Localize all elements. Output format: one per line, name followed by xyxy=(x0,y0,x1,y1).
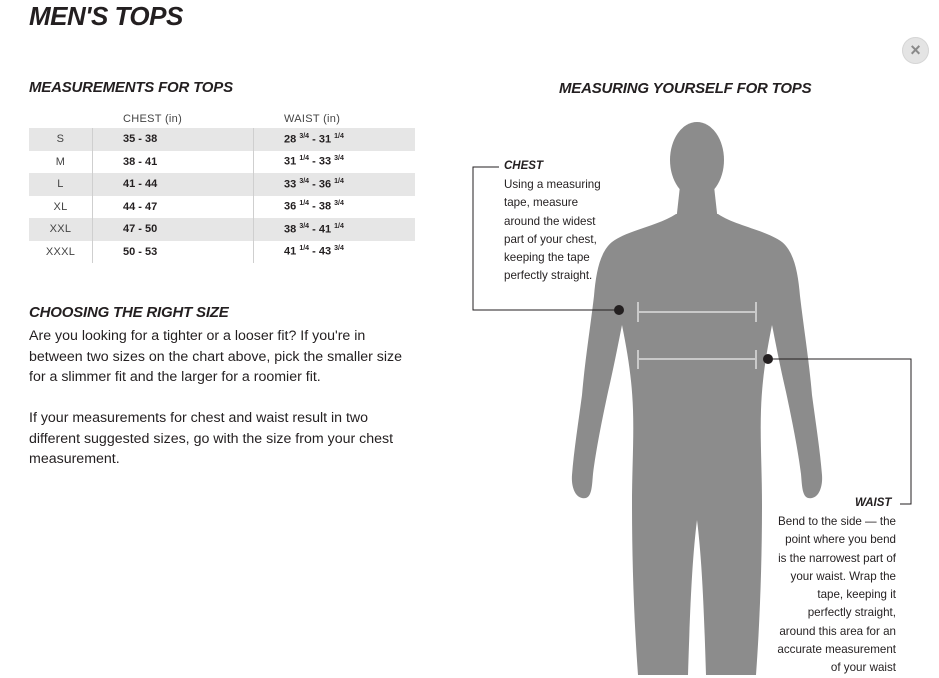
measuring-heading: MEASURING YOURSELF FOR TOPS xyxy=(559,80,812,97)
size-cell: L xyxy=(29,173,93,196)
size-cell: XXL xyxy=(29,218,93,241)
chest-instruction-line: Using a measuring xyxy=(504,178,601,191)
chest-instruction-line: perfectly straight. xyxy=(504,269,593,283)
waist-min: 41 xyxy=(284,246,297,259)
waist-min: 28 xyxy=(284,133,297,146)
chest-instruction-line: around the widest xyxy=(504,214,596,228)
chest-instructions xyxy=(504,176,601,286)
size-cell: S xyxy=(29,128,93,151)
chest-cell: 47 - 50 xyxy=(93,218,254,241)
waist-instruction-line: around this area for an xyxy=(779,624,896,638)
waist-max-fraction: 3/4 xyxy=(334,155,344,163)
waist-max-fraction: 1/4 xyxy=(334,132,344,140)
waist-min-fraction: 3/4 xyxy=(299,132,310,140)
chest-cell: 50 - 53 xyxy=(93,241,254,264)
waist-max-fraction: 1/4 xyxy=(334,177,344,185)
chest-instruction-line: tape, measure xyxy=(504,196,579,210)
waist-instruction-line: accurate measurement xyxy=(777,643,896,657)
waist-label: WAIST xyxy=(855,497,892,509)
waist-max-fraction: 3/4 xyxy=(334,200,344,208)
choosing-paragraph-1: Are you looking for a tighter or a looser fit? If you're in between two sizes on the chart above, pick the smaller size for a slimmer fit and the larger for a roomier fit. xyxy=(29,328,403,385)
waist-min: 36 xyxy=(284,201,297,214)
waist-marker xyxy=(763,354,773,364)
waist-max-fraction: 1/4 xyxy=(334,222,344,230)
waist-instruction-line: tape, keeping it xyxy=(817,588,896,602)
waist-cell: 33 $^{3/4}$ - 36 $^{1/4}$ xyxy=(254,173,415,196)
waist-instruction-line: your waist. Wrap the xyxy=(790,569,896,583)
waist-max: 33 xyxy=(318,156,332,169)
waist-cell: 31 $^{1/4}$ - 33 $^{3/4}$ xyxy=(254,151,415,174)
waist-column-header: WAIST (in) xyxy=(254,109,415,128)
waist-min-fraction: 1/4 xyxy=(299,155,310,163)
waist-min-fraction: 3/4 xyxy=(299,222,310,230)
waist-instruction-line: is the narrowest part of xyxy=(778,551,896,565)
chest-instruction-line: part of your chest, xyxy=(504,232,597,246)
waist-max: 43 xyxy=(318,246,332,259)
waist-max-fraction: 3/4 xyxy=(334,245,344,253)
chest-column-header: CHEST (in) xyxy=(93,109,254,128)
waist-max: 31 xyxy=(318,133,332,146)
waist-max: 41 xyxy=(318,223,332,236)
waist-min: 33 xyxy=(284,178,297,191)
size-cell: M xyxy=(55,155,66,168)
waist-instruction-line: point where you bend xyxy=(785,533,896,547)
waist-min: 38 xyxy=(284,223,297,236)
page-title: MEN'S TOPS xyxy=(29,1,183,31)
chest-cell: 41 - 44 xyxy=(93,173,254,196)
waist-cell: 36 $^{1/4}$ - 38 $^{3/4}$ xyxy=(254,196,415,219)
chest-cell: 38 - 41 xyxy=(93,151,254,174)
chest-cell: 44 - 47 xyxy=(93,196,254,219)
waist-min-fraction: 1/4 xyxy=(299,200,310,208)
size-cell: XXXL xyxy=(45,245,76,258)
waist-cell: 28 $^{3/4}$ - 31 $^{1/4}$ xyxy=(254,128,415,151)
choosing-heading: CHOOSING THE RIGHT SIZE xyxy=(29,304,229,321)
choosing-paragraph-2: If your measurements for chest and waist result in two different suggested sizes, go with the size from your chest measurement. xyxy=(29,410,394,467)
waist-instruction-line: Bend to the side — the xyxy=(778,515,896,528)
close-icon: × xyxy=(910,40,921,60)
waist-max: 36 xyxy=(318,178,332,191)
chest-cell: 35 - 38 xyxy=(93,128,254,151)
waist-instruction-line: of your waist xyxy=(830,661,896,675)
waist-min: 31 xyxy=(284,156,297,169)
waist-instructions xyxy=(777,513,896,678)
chest-label: CHEST xyxy=(504,160,543,172)
waist-min-fraction: 3/4 xyxy=(299,177,310,185)
chest-marker xyxy=(614,305,624,315)
size-cell: XL xyxy=(53,200,68,213)
waist-cell: 38 $^{3/4}$ - 41 $^{1/4}$ xyxy=(254,218,415,241)
waist-max: 38 xyxy=(318,201,332,214)
measurements-heading: MEASUREMENTS FOR TOPS xyxy=(29,79,233,96)
waist-min-fraction: 1/4 xyxy=(299,245,310,253)
chest-instruction-line: keeping the tape xyxy=(504,251,590,265)
waist-cell: 41 $^{1/4}$ - 43 $^{3/4}$ xyxy=(254,241,415,264)
waist-instruction-line: perfectly straight, xyxy=(807,606,896,620)
